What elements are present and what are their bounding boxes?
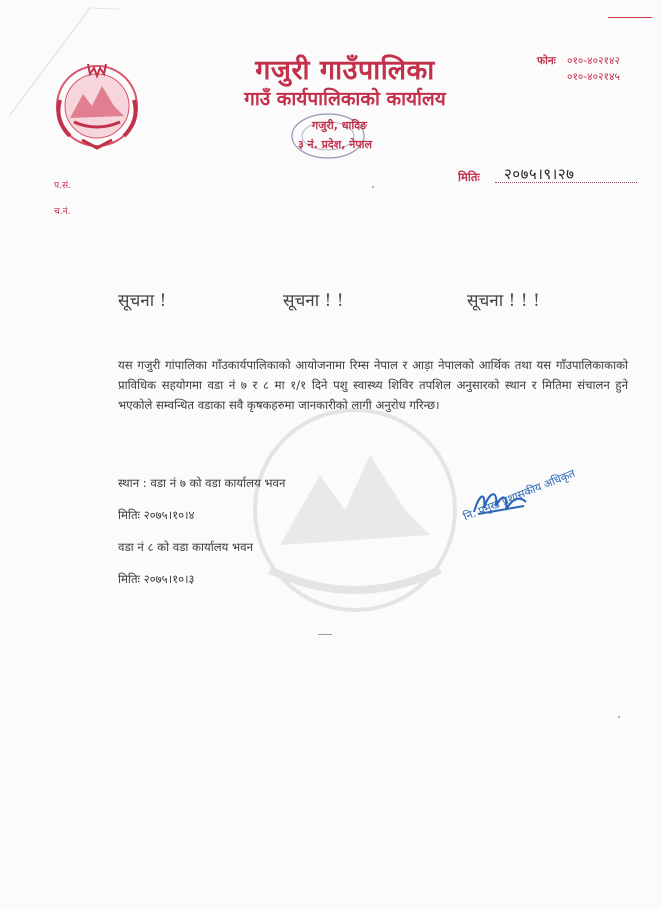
detail-date-ward-8: मितिः २०७५।१०।३ — [118, 572, 195, 586]
ref-number-label: प.सं. — [54, 181, 71, 191]
date-label: मितिः — [458, 170, 480, 184]
phone-number-1: ०१०-४०२१४२ — [567, 55, 620, 67]
office-stamp-icon — [268, 108, 408, 164]
signatory-title: नि. प्रमुख प्रशासकीय अधिकृत — [461, 466, 577, 524]
nepal-emblem-icon — [50, 60, 144, 152]
notice-body: यस गजुरी गांपालिका गाँउकार्यपालिकाको आयोजनामा रिम्स नेपाल र आड़ा नेपालको आर्थिक तथा यस गाँउपालिकाकाको प्राविधिक सहयोगमा वडा नं ७ र ८ मा १/१ दिने पशु स्वास्थ्य शिविर तपशिल अनुसारको स्थान र मितिमा संचालन हुने भएकोले सम्वन्धित वडाका सवै कृषकहरुमा जानकारीको लागी अनुरोध गरिन्छ। — [118, 358, 628, 412]
date-value: २०७५।९।२७ — [504, 165, 575, 183]
phone-label: फोनः — [537, 55, 556, 67]
top-edge-line — [608, 17, 652, 18]
notice-heading-3: सूचना ! ! ! — [467, 291, 540, 311]
dispatch-number-label: च.नं. — [54, 207, 71, 217]
notice-heading-1: सूचना ! — [118, 291, 167, 311]
notice-heading-2: सूचना ! ! — [283, 291, 344, 311]
address-line-1: गजुरी, धादिङ — [312, 119, 368, 132]
address-line-2: ३ नं. प्रदेश, नेपाल — [298, 138, 372, 151]
office-name: गजुरी गाउँपालिका — [255, 55, 435, 86]
watermark-emblem-icon — [240, 395, 470, 625]
detail-venue-ward-8: वडा नं ८ को वडा कार्यालय भवन — [118, 540, 254, 554]
office-subtitle: गाउँ कार्यपालिकाको कार्यालय — [244, 88, 446, 110]
stray-mark — [318, 634, 332, 635]
stray-dot — [618, 716, 620, 718]
detail-venue-ward-7: स्थान : वडा नं ७ को वडा कार्यालय भवन — [118, 476, 286, 490]
phone-number-2: ०१०-४०२१४५ — [567, 71, 620, 83]
stray-dot — [372, 186, 374, 188]
detail-date-ward-7: मितिः २०७५।१०।४ — [118, 508, 195, 522]
